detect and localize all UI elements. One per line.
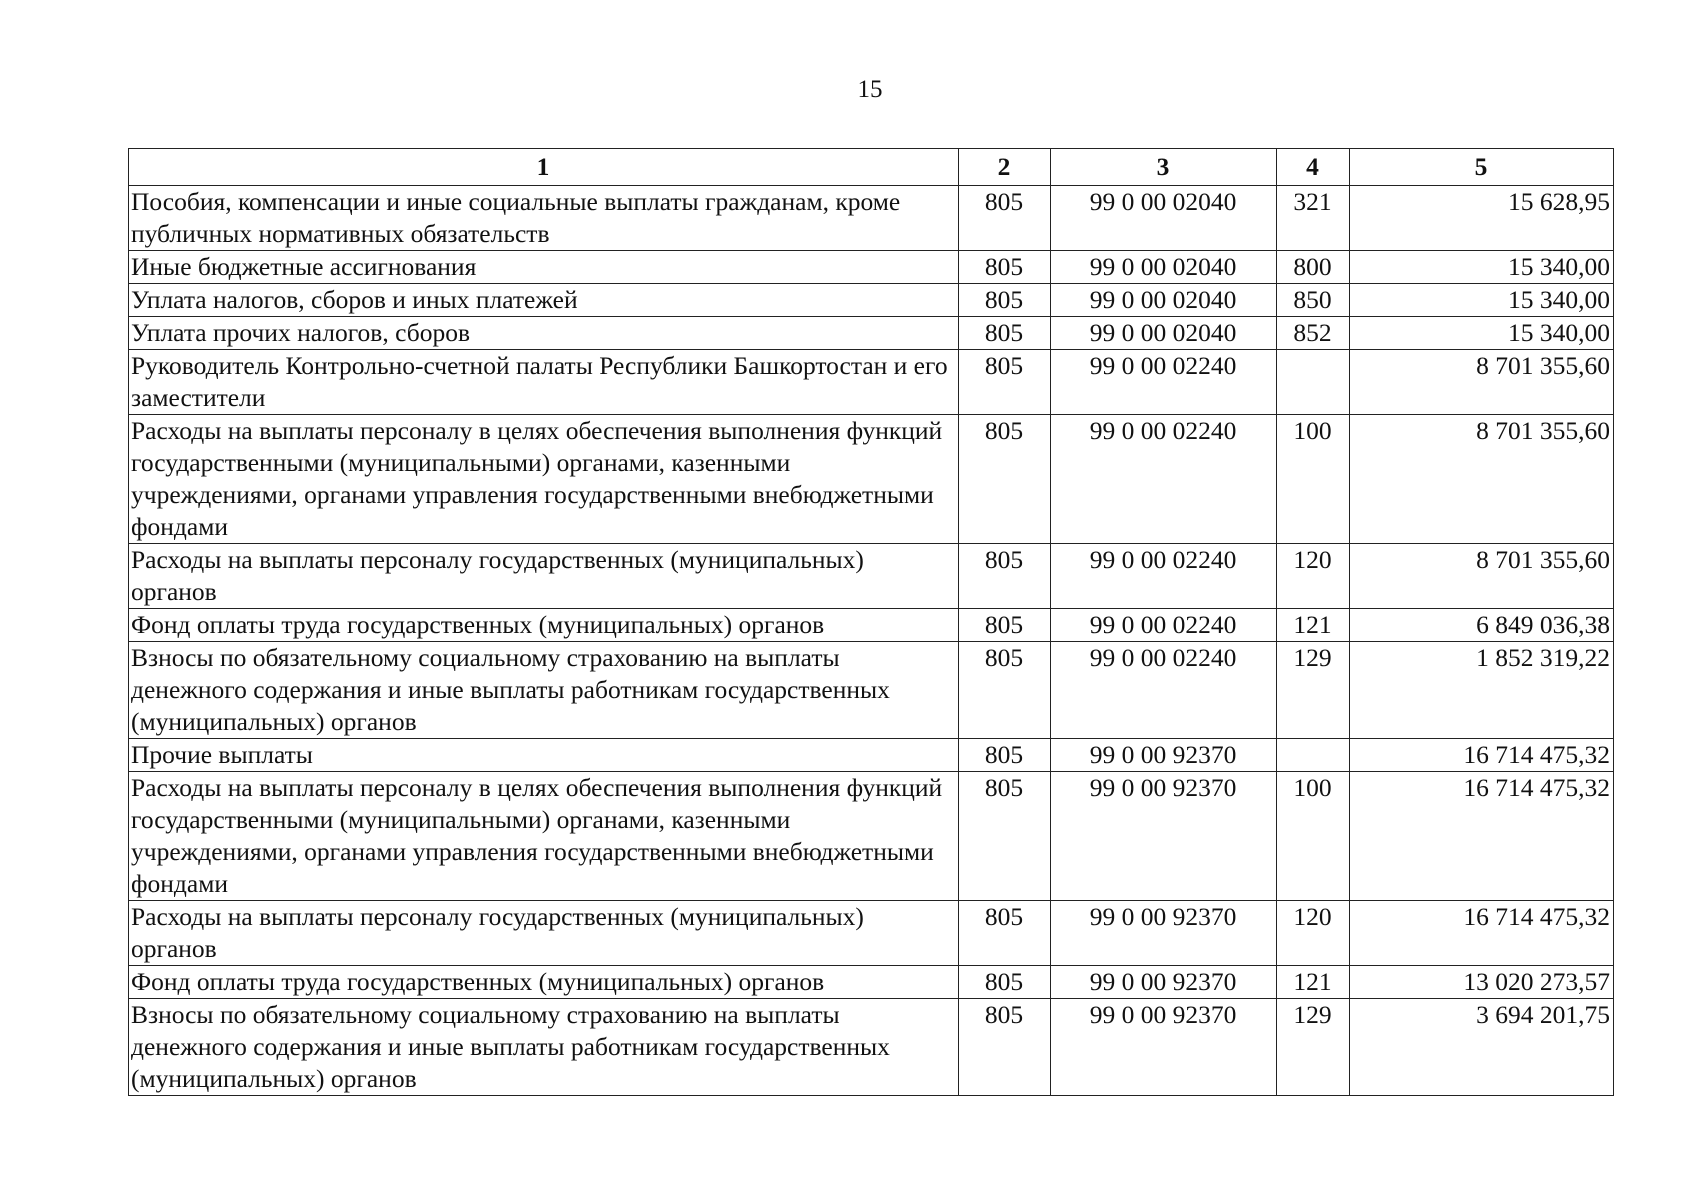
table-row	[129, 251, 1614, 284]
row-name-cell: Расходы на выплаты персоналу в целях обеспечения выполнения функций государственными (муниципальными) органами, казенными учреждениями, органами управления государственными внебюджетными фондами	[129, 772, 959, 901]
table-row	[129, 966, 1614, 999]
row-name-cell: Прочие выплаты	[129, 739, 959, 772]
row-vr-cell: 852	[1277, 317, 1350, 350]
table-row	[129, 609, 1614, 642]
row-amount-cell: 15 340,00	[1350, 317, 1614, 350]
row-csr-cell: 99 0 00 92370	[1051, 966, 1277, 999]
row-csr-cell: 99 0 00 02240	[1051, 544, 1277, 609]
row-amount-cell: 16 714 475,32	[1350, 772, 1614, 901]
row-ved-cell: 805	[959, 609, 1051, 642]
row-csr-cell: 99 0 00 02240	[1051, 642, 1277, 739]
row-csr-cell: 99 0 00 02240	[1051, 609, 1277, 642]
row-name-cell: Иные бюджетные ассигнования	[129, 251, 959, 284]
column-header-3: 3	[1051, 149, 1277, 186]
row-amount-cell: 8 701 355,60	[1350, 350, 1614, 415]
row-csr-cell: 99 0 00 92370	[1051, 901, 1277, 966]
column-header-5: 5	[1350, 149, 1614, 186]
row-ved-cell: 805	[959, 901, 1051, 966]
row-ved-cell: 805	[959, 642, 1051, 739]
row-ved-cell: 805	[959, 772, 1051, 901]
table-row	[129, 350, 1614, 415]
row-csr-cell: 99 0 00 02040	[1051, 284, 1277, 317]
row-amount-cell: 15 628,95	[1350, 186, 1614, 251]
row-name-cell: Руководитель Контрольно-счетной палаты Республики Башкортостан и его заместители	[129, 350, 959, 415]
row-name-cell: Пособия, компенсации и иные социальные выплаты гражданам, кроме публичных нормативных обязательств	[129, 186, 959, 251]
row-csr-cell: 99 0 00 02240	[1051, 415, 1277, 544]
table-row	[129, 415, 1614, 544]
row-vr-cell: 321	[1277, 186, 1350, 251]
row-amount-cell: 13 020 273,57	[1350, 966, 1614, 999]
budget-table	[128, 148, 1614, 1096]
row-vr-cell: 121	[1277, 966, 1350, 999]
row-amount-cell: 15 340,00	[1350, 251, 1614, 284]
table-row	[129, 642, 1614, 739]
row-amount-cell: 3 694 201,75	[1350, 999, 1614, 1096]
row-ved-cell: 805	[959, 251, 1051, 284]
row-ved-cell: 805	[959, 186, 1051, 251]
row-ved-cell: 805	[959, 317, 1051, 350]
row-name-cell: Расходы на выплаты персоналу в целях обеспечения выполнения функций государственными (муниципальными) органами, казенными учреждениями, органами управления государственными внебюджетными фондами	[129, 415, 959, 544]
table-row	[129, 739, 1614, 772]
row-name-cell: Фонд оплаты труда государственных (муниципальных) органов	[129, 609, 959, 642]
row-vr-cell: 100	[1277, 772, 1350, 901]
row-name-cell: Фонд оплаты труда государственных (муниципальных) органов	[129, 966, 959, 999]
row-ved-cell: 805	[959, 544, 1051, 609]
row-vr-cell: 850	[1277, 284, 1350, 317]
row-vr-cell	[1277, 350, 1350, 415]
table-row	[129, 901, 1614, 966]
row-csr-cell: 99 0 00 02040	[1051, 186, 1277, 251]
row-name-cell: Расходы на выплаты персоналу государственных (муниципальных) органов	[129, 544, 959, 609]
row-name-cell: Уплата прочих налогов, сборов	[129, 317, 959, 350]
page-number: 15	[857, 76, 883, 103]
column-header-4: 4	[1277, 149, 1350, 186]
header-row	[129, 149, 1614, 186]
table-row	[129, 186, 1614, 251]
row-csr-cell: 99 0 00 02040	[1051, 317, 1277, 350]
column-header-2: 2	[959, 149, 1051, 186]
row-vr-cell: 120	[1277, 901, 1350, 966]
row-amount-cell: 8 701 355,60	[1350, 544, 1614, 609]
table-row	[129, 317, 1614, 350]
row-csr-cell: 99 0 00 92370	[1051, 999, 1277, 1096]
table-row	[129, 772, 1614, 901]
row-ved-cell: 805	[959, 739, 1051, 772]
row-name-cell: Взносы по обязательному социальному страхованию на выплаты денежного содержания и иные выплаты работникам государственных (муниципальных) органов	[129, 642, 959, 739]
row-amount-cell: 16 714 475,32	[1350, 901, 1614, 966]
table-row	[129, 544, 1614, 609]
row-name-cell: Взносы по обязательному социальному страхованию на выплаты денежного содержания и иные выплаты работникам государственных (муниципальных) органов	[129, 999, 959, 1096]
table-row	[129, 999, 1614, 1096]
row-ved-cell: 805	[959, 415, 1051, 544]
row-csr-cell: 99 0 00 92370	[1051, 739, 1277, 772]
column-header-1: 1	[129, 149, 959, 186]
row-amount-cell: 15 340,00	[1350, 284, 1614, 317]
row-ved-cell: 805	[959, 999, 1051, 1096]
table-row	[129, 284, 1614, 317]
row-name-cell: Уплата налогов, сборов и иных платежей	[129, 284, 959, 317]
row-vr-cell	[1277, 739, 1350, 772]
row-csr-cell: 99 0 00 02240	[1051, 350, 1277, 415]
row-vr-cell: 129	[1277, 999, 1350, 1096]
row-csr-cell: 99 0 00 92370	[1051, 772, 1277, 901]
row-vr-cell: 121	[1277, 609, 1350, 642]
row-vr-cell: 800	[1277, 251, 1350, 284]
row-amount-cell: 16 714 475,32	[1350, 739, 1614, 772]
row-ved-cell: 805	[959, 350, 1051, 415]
row-vr-cell: 120	[1277, 544, 1350, 609]
row-csr-cell: 99 0 00 02040	[1051, 251, 1277, 284]
row-amount-cell: 6 849 036,38	[1350, 609, 1614, 642]
row-amount-cell: 8 701 355,60	[1350, 415, 1614, 544]
row-vr-cell: 100	[1277, 415, 1350, 544]
row-ved-cell: 805	[959, 966, 1051, 999]
row-ved-cell: 805	[959, 284, 1051, 317]
row-name-cell: Расходы на выплаты персоналу государственных (муниципальных) органов	[129, 901, 959, 966]
row-amount-cell: 1 852 319,22	[1350, 642, 1614, 739]
row-vr-cell: 129	[1277, 642, 1350, 739]
